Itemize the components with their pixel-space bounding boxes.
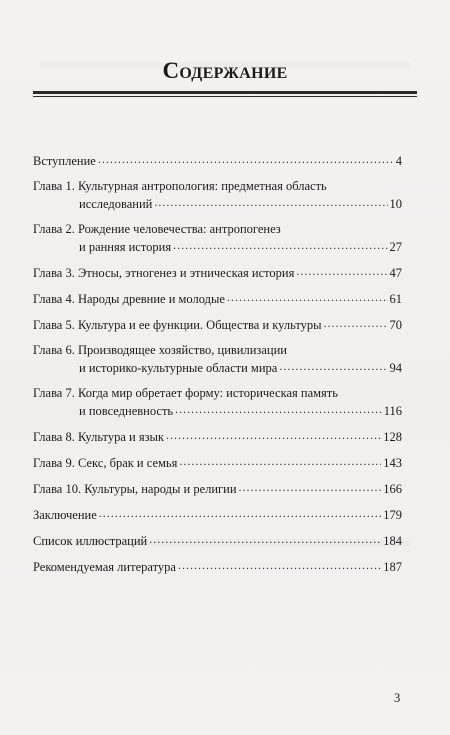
dot-leader	[154, 195, 387, 208]
toc-entry	[33, 385, 402, 420]
toc-entry-title: Глава 1. Культурная антропология: предметная область	[33, 179, 327, 193]
toc-entry-title: Глава 7. Когда мир обретает форму: историческая память	[33, 386, 338, 400]
toc-page-number: 70	[389, 318, 402, 332]
toc-page-number: 10	[389, 197, 402, 211]
toc-entry	[33, 290, 402, 308]
toc-entry	[33, 532, 402, 550]
toc-page-number: 47	[389, 266, 402, 280]
toc-page-number: 94	[389, 361, 402, 375]
toc-entry	[33, 506, 402, 524]
dot-leader	[239, 480, 382, 493]
dot-leader	[279, 359, 387, 372]
toc-entry-title: Глава 6. Производящее хозяйство, цивилизации	[33, 343, 287, 357]
toc-entry-title: Глава 4. Народы древние и молодые	[33, 292, 225, 306]
toc-entry	[33, 558, 402, 576]
toc-entry	[33, 264, 402, 282]
title-rule-thin	[33, 96, 417, 97]
toc-page-number: 187	[383, 560, 402, 574]
title-rule-thick	[33, 91, 417, 94]
toc-page-number: 27	[389, 240, 402, 254]
toc-entry	[33, 454, 402, 472]
toc-entry-title: Список иллюстраций	[33, 534, 148, 548]
toc-entry	[33, 221, 402, 256]
toc-entry	[33, 342, 402, 377]
dot-leader	[324, 316, 388, 329]
dot-leader	[98, 152, 394, 165]
toc-entry-title: и повседневность	[79, 404, 174, 418]
toc-entry	[33, 152, 402, 170]
toc-entry-title: Глава 2. Рождение человечества: антропогенез	[33, 222, 281, 236]
toc-page-number: 4	[395, 154, 402, 168]
table-of-contents	[33, 152, 402, 584]
toc-entry-title: Глава 10. Культуры, народы и религии	[33, 482, 237, 496]
dot-leader	[149, 532, 381, 545]
dot-leader	[296, 264, 387, 277]
dot-leader	[99, 506, 382, 519]
dot-leader	[227, 290, 388, 303]
toc-entry-title: Глава 5. Культура и ее функции. Общества и культуры	[33, 318, 322, 332]
toc-entry-title: Глава 9. Секс, брак и семья	[33, 456, 178, 470]
dot-leader	[173, 238, 387, 251]
dot-leader	[179, 454, 381, 467]
toc-entry-title: Вступление	[33, 154, 96, 168]
toc-page-number: 184	[383, 534, 402, 548]
page-title: Содержание	[162, 58, 288, 83]
toc-page-number: 179	[383, 508, 402, 522]
toc-entry-title: Глава 3. Этносы, этногенез и этническая история	[33, 266, 295, 280]
toc-entry-title: Глава 8. Культура и язык	[33, 430, 164, 444]
toc-page-number: 143	[383, 456, 402, 470]
toc-entry	[33, 428, 402, 446]
dot-leader	[166, 428, 381, 441]
toc-entry-title: Заключение	[33, 508, 97, 522]
toc-entry	[33, 316, 402, 334]
toc-entry	[33, 178, 402, 213]
toc-entry-title: и ранняя история	[79, 240, 172, 254]
toc-entry-title: исследований	[79, 197, 153, 211]
dot-leader	[175, 402, 382, 415]
toc-entry	[33, 480, 402, 498]
toc-page-number: 116	[383, 404, 402, 418]
toc-page-number: 128	[383, 430, 402, 444]
toc-entry-title: и историко-культурные области мира	[79, 361, 278, 375]
dot-leader	[178, 558, 381, 571]
toc-page-number: 61	[389, 292, 402, 306]
toc-page-number: 166	[383, 482, 402, 496]
toc-entry-title: Рекомендуемая литература	[33, 560, 176, 574]
page-number: 3	[394, 691, 401, 705]
